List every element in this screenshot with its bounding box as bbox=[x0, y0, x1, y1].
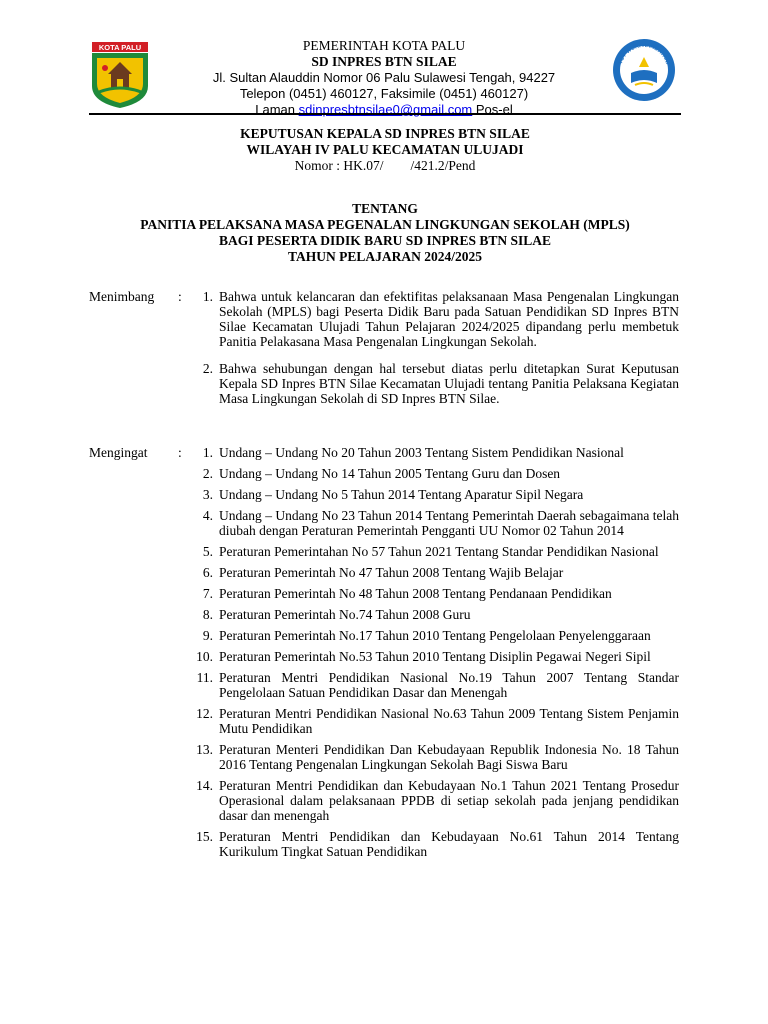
item-text: Peraturan Pemerintah No 47 Tahun 2008 Tentang Wajib Belajar bbox=[219, 565, 564, 580]
item-number: 1. bbox=[202, 445, 213, 460]
list-item bbox=[187, 586, 679, 601]
item-number: 5. bbox=[202, 544, 213, 559]
item-number: 8. bbox=[202, 607, 213, 622]
school-phone: Telepon (0451) 460127, Faksimile (0451) 460127) bbox=[239, 86, 529, 101]
list-item bbox=[187, 487, 679, 502]
item-text: Peraturan Pemerintah No.53 Tahun 2010 Tentang Disiplin Pegawai Negeri Sipil bbox=[219, 649, 651, 664]
subject-line-2: BAGI PESERTA DIDIK BARU SD INPRES BTN SILAE bbox=[219, 233, 551, 248]
list-item bbox=[187, 829, 679, 859]
item-text: Bahwa sehubungan dengan hal tersebut diatas perlu ditetapkan Surat Keputusan Kepala SD Inpres BTN Silae Kecamatan Ulujadi tentang Panitia Pelaksana Kegiatan Masa Lingkungan Sekolah di SD Inpres BTN Silae. bbox=[219, 361, 679, 406]
list-item bbox=[187, 445, 679, 460]
list-item bbox=[187, 544, 679, 559]
list-item bbox=[187, 361, 679, 406]
item-text: Peraturan Pemerintah No.74 Tahun 2008 Guru bbox=[219, 607, 471, 622]
list-item bbox=[187, 508, 679, 538]
list-item bbox=[187, 466, 679, 481]
list-item bbox=[187, 670, 679, 700]
tentang-heading: TENTANG bbox=[352, 201, 418, 216]
item-text: Peraturan Menteri Pendidikan Dan Kebudayaan Republik Indonesia No. 18 Tahun 2016 Tentang Pengenalan Lingkungan Sekolah Bagi Siswa Baru bbox=[219, 742, 679, 772]
email-link[interactable]: sdinpresbtnsilae0@gmail.com bbox=[298, 102, 473, 117]
letterhead-divider bbox=[89, 113, 681, 115]
item-text: Peraturan Pemerintah No.17 Tahun 2010 Tentang Pengelolaan Penyelenggaraan bbox=[219, 628, 651, 643]
list-item bbox=[187, 565, 679, 580]
decree-line-2: WILAYAH IV PALU KECAMATAN ULUJADI bbox=[246, 142, 524, 157]
decree-title bbox=[89, 126, 681, 158]
logo-left-text: KOTA PALU bbox=[98, 43, 142, 52]
list-item bbox=[187, 742, 679, 772]
menimbang-colon: : bbox=[178, 289, 182, 304]
web-suffix: Pos-el bbox=[475, 102, 513, 117]
kota-palu-logo bbox=[89, 40, 151, 110]
tut-wuri-handayani-logo bbox=[605, 37, 683, 103]
subject-line-1: PANITIA PELAKSANA MASA PEGENALAN LINGKUNGAN SEKOLAH (MPLS) bbox=[140, 217, 630, 232]
item-text: Bahwa untuk kelancaran dan efektifitas pelaksanaan Masa Pengenalan Lingkungan Sekolah (MPLS) bagi Peserta Didik Baru pada Satuan Pendidikan SD Inpres BTN Silae Kecamatan Ulujadi Tahun Pelajaran 2024/2025 dipandang perlu membetuk Panitia Pelakasana Masa Pengenalan Lingkungan Sekolah. bbox=[219, 289, 679, 349]
item-text: Undang – Undang No 5 Tahun 2014 Tentang Aparatur Sipil Negara bbox=[219, 487, 584, 502]
menimbang-label: Menimbang bbox=[89, 289, 155, 304]
decree-subject bbox=[89, 201, 681, 265]
item-text: Peraturan Mentri Pendidikan Nasional No.19 Tahun 2007 Tentang Standar Pengelolaan Satuan Pendidikan Dasar dan Menengah bbox=[219, 670, 679, 700]
item-number: 9. bbox=[202, 628, 213, 643]
list-item bbox=[187, 607, 679, 622]
item-number: 10. bbox=[196, 649, 213, 664]
mengingat-colon: : bbox=[178, 445, 182, 460]
letterhead bbox=[160, 38, 608, 118]
logo-right-text: TUT WURI HANDAYANI bbox=[617, 42, 671, 66]
list-item bbox=[187, 778, 679, 823]
item-number: 13. bbox=[196, 742, 213, 757]
web-label: Laman bbox=[255, 102, 296, 117]
list-item bbox=[187, 289, 679, 349]
item-number: 7. bbox=[202, 586, 213, 601]
item-number: 6. bbox=[202, 565, 213, 580]
item-text: Undang – Undang No 20 Tahun 2003 Tentang Sistem Pendidikan Nasional bbox=[219, 445, 624, 460]
school-contact bbox=[160, 102, 608, 118]
item-number: 15. bbox=[196, 829, 213, 844]
item-number: 11. bbox=[196, 670, 213, 685]
decree-number: Nomor : HK.07/ /421.2/Pend bbox=[294, 158, 476, 173]
list-item bbox=[187, 706, 679, 736]
gov-name: PEMERINTAH KOTA PALU bbox=[302, 38, 466, 53]
decree-line-1: KEPUTUSAN KEPALA SD INPRES BTN SILAE bbox=[240, 126, 530, 141]
item-number: 1. bbox=[202, 289, 213, 304]
item-text: Peraturan Mentri Pendidikan Nasional No.63 Tahun 2009 Tentang Sistem Penjamin Mutu Pendidikan bbox=[219, 706, 679, 736]
item-text: Peraturan Mentri Pendidikan dan Kebudayaan No.1 Tahun 2021 Tentang Prosedur Operasional dalam pelaksanaan PPDB di setiap sekolah pada jenjang pendidikan dasar dan menengah bbox=[219, 778, 679, 823]
school-address: Jl. Sultan Alauddin Nomor 06 Palu Sulawesi Tengah, 94227 bbox=[212, 70, 556, 85]
item-text: Peraturan Mentri Pendidikan dan Kebudayaan No.61 Tahun 2014 Tentang Kurikulum Tingkat Satuan Pendidikan bbox=[219, 829, 679, 859]
menimbang-list bbox=[187, 289, 679, 412]
mengingat-list bbox=[187, 445, 679, 865]
list-item bbox=[187, 649, 679, 664]
list-item bbox=[187, 628, 679, 643]
item-number: 3. bbox=[202, 487, 213, 502]
item-text: Peraturan Pemerintahan No 57 Tahun 2021 Tentang Standar Pendidikan Nasional bbox=[219, 544, 659, 559]
school-name: SD INPRES BTN SILAE bbox=[311, 54, 457, 69]
item-text: Undang – Undang No 23 Tahun 2014 Tentang Pemerintah Daerah sebagaimana telah diubah dengan Peraturan Pemerintah Pengganti UU Nomor 02 Tahun 2014 bbox=[219, 508, 679, 538]
mengingat-label: Mengingat bbox=[89, 445, 148, 460]
item-text: Undang – Undang No 14 Tahun 2005 Tentang Guru dan Dosen bbox=[219, 466, 561, 481]
item-text: Peraturan Pemerintah No 48 Tahun 2008 Tentang Pendanaan Pendidikan bbox=[219, 586, 612, 601]
item-number: 4. bbox=[202, 508, 213, 523]
item-number: 2. bbox=[202, 361, 213, 376]
item-number: 2. bbox=[202, 466, 213, 481]
item-number: 12. bbox=[196, 706, 213, 721]
item-number: 14. bbox=[196, 778, 213, 793]
subject-line-3: TAHUN PELAJARAN 2024/2025 bbox=[287, 249, 482, 264]
